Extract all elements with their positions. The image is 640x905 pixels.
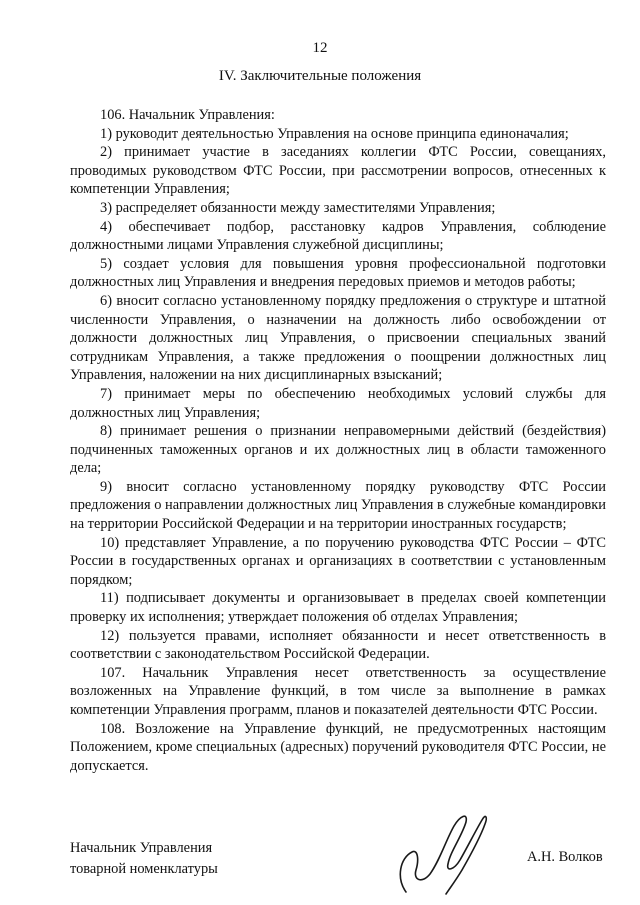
paragraph-item-9: 9) вносит согласно установленному порядку руководству ФТС России предложения о направлении должностных лиц Управления в служебные командировки на территории Российской Федерации и на территории иностранных государств; (70, 478, 606, 533)
paragraph-item-7: 7) принимает меры по обеспечению необходимых условий службы для должностных лиц Управления; (70, 385, 606, 421)
paragraph-108: 108. Возложение на Управление функций, не предусмотренных настоящим Положением, кроме специальных (адресных) поручений руководителя ФТС России, не допускается. (70, 720, 606, 774)
signatory-title (70, 838, 218, 880)
paragraph-item-1: 1) руководит деятельностью Управления на основе принципа единоначалия; (100, 125, 569, 142)
paragraph-item-10: 10) представляет Управление, а по поручению руководства ФТС России – ФТС России в государственных органах и организациях в соответствии с установленным порядком; (70, 534, 606, 588)
paragraph-107: 107. Начальник Управления несет ответственность за осуществление возложенных на Управление функций, в том числе за выполнение в рамках компетенции Управления программ, планов и показателей деятельности ФТС России. (70, 664, 606, 718)
paragraph-item-3: 3) распределяет обязанности между заместителями Управления; (100, 199, 496, 216)
section-title: IV. Заключительные положения (218, 68, 422, 84)
paragraph-item-12: 12) пользуется правами, исполняет обязанности и несет ответственность в соответствии с законодательством Российской Федерации. (70, 627, 606, 663)
paragraph-item-8: 8) принимает решения о признании неправомерными действий (бездействия) подчиненных таможенных органов и их должностных лиц в области таможенного дела; (70, 423, 606, 477)
page-number: 12 (312, 40, 328, 56)
signatory-name: А.Н. Волков (527, 849, 603, 865)
handwritten-signature (388, 800, 498, 900)
paragraph-item-2: 2) принимает участие в заседаниях коллегии ФТС России, совещаниях, проводимых руководством ФТС России, при рассмотрении вопросов, отнесенных к компетенции Управления; (70, 144, 606, 198)
paragraph-item-6: 6) вносит согласно установленному порядку предложения о структуре и штатной численности Управления, о назначении на должность либо освобождении от должности должностных лиц Управления, о присвоении специальных званий сотрудникам Управления, а также предложения о поощрении должностных лиц Управления, наложении на них дисциплинарных взысканий; (70, 292, 606, 384)
paragraph-106: 106. Начальник Управления: (100, 107, 275, 123)
paragraph-item-4: 4) обеспечивает подбор, расстановку кадров Управления, соблюдение должностными лицами Управления служебной дисциплины; (70, 218, 606, 254)
document-body (70, 106, 606, 775)
paragraph-item-5: 5) создает условия для повышения уровня профессиональной подготовки должностных лиц Управления и внедрения передовых приемов и методов работы; (70, 255, 606, 291)
signatory-title-line-1: Начальник Управления (70, 840, 213, 856)
signatory-title-line-2: товарной номенклатуры (70, 861, 218, 877)
paragraph-item-11: 11) подписывает документы и организовывает в пределах своей компетенции проверку их исполнения; утверждает положения об отделах Управления; (70, 590, 606, 626)
